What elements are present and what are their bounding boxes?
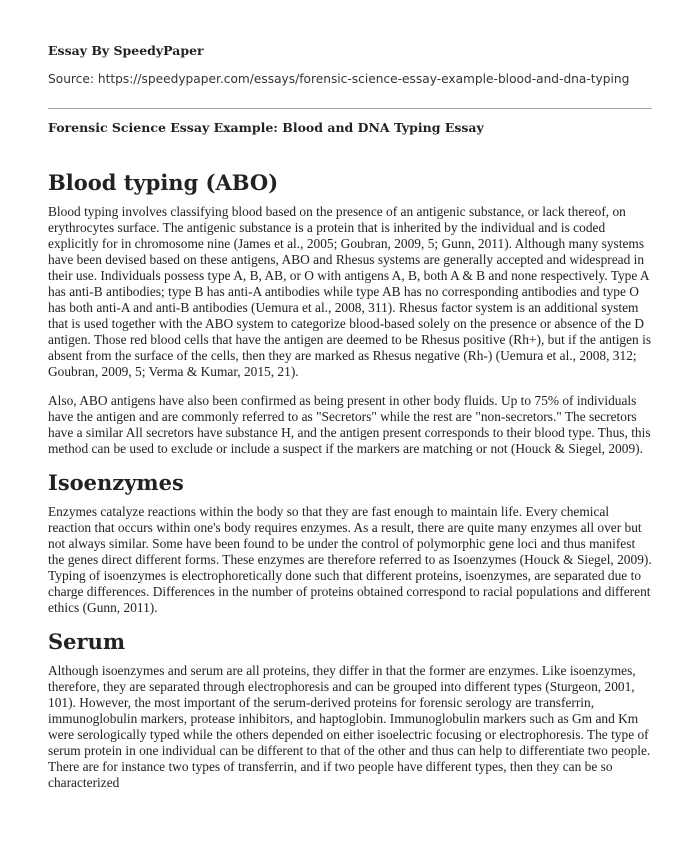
section-heading: Blood typing (ABO) — [48, 170, 279, 195]
section-serum — [48, 629, 652, 791]
paragraph: Blood typing involves classifying blood based on the presence of an antigenic substance, or lack thereof, on erythrocytes surface. The antigenic substance is a protein that is inherited by the individual and is coded explicitly for in chromosome nine (James et al., 2005; Goubran, 2009, 5; Gunn, 2011). Although many systems have been devised based on these antigens, ABO and Rhesus systems are generally accepted and widespread in their use. Individuals possess type A, B, AB, or O with antigens A, B, both A & B and none respectively. Type A has anti-B antibodies; type B has anti-A antibodies while type AB has no corresponding antibodies and type O has both anti-A and anti-B antibodies (Uemura et al., 2008, 311). Rhesus factor system is an additional system that is used together with the ABO system to categorize blood-based solely on the presence or absence of the D antigen. Those red blood cells that have the antigen are deemed to be Rhesus positive (Rh+), but if the antigen is absent from the surface of the cells, then they are marked as Rhesus negative (Rh-) (Uemura et al., 2008, 312; Goubran, 2009, 5; Verma & Kumar, 2015, 21). — [48, 204, 652, 379]
site-label: Essay By SpeedyPaper — [48, 43, 204, 58]
header-divider — [48, 108, 652, 109]
section-heading: Isoenzymes — [48, 470, 184, 495]
essay-body — [48, 170, 652, 804]
document-title: Forensic Science Essay Example: Blood and DNA Typing Essay — [48, 120, 484, 135]
section-heading: Serum — [48, 629, 126, 654]
paragraph: Enzymes catalyze reactions within the body so that they are fast enough to maintain life. Every chemical reaction that occurs within one's body requires enzymes. As a result, there are quite many enzymes all over but not always similar. Some have been found to be under the control of polymorphic gene loci and thus manifest the genes direct different forms. These enzymes are therefore referred to as Isoenzymes (Houck & Siegel, 2009). Typing of isoenzymes is electrophoretically done such that different proteins, isoenzymes, are separated due to charge differences. Differences in the number of proteins obtained correspond to racial populations and different ethics (Gunn, 2011). — [48, 504, 652, 615]
paragraph: Although isoenzymes and serum are all proteins, they differ in that the former are enzymes. Like isoenzymes, therefore, they are separated through electrophoresis and can be grouped into different types (Sturgeon, 2001, 101). However, the most important of the serum-derived proteins for forensic serology are transferrin, immunoglobulin markers, protease inhibitors, and haptoglobin. Immunoglobulin markers such as Gm and Km were serologically typed while the others depended on either isoelectric focusing or electrophoresis. The type of serum protein in one individual can be different to that of the other and thus can help to differentiate two people. There are for instance two types of transferrin, and if two people have different types, then they can be so characterized — [48, 663, 651, 790]
section-blood-typing — [48, 170, 652, 457]
source-line: Source: https://speedypaper.com/essays/forensic-science-essay-example-blood-and-dna-typing — [48, 72, 630, 86]
paragraph: Also, ABO antigens have also been confirmed as being present in other body fluids. Up to 75% of individuals have the antigen and are commonly referred to as "Secretors" while the rest are "non-secretors." The secretors have a similar All secretors have substance H, and the antigen present corresponds to their blood type. Thus, this method can be used to exclude or include a suspect if the markers are matching or not (Houck & Siegel, 2009). — [48, 393, 651, 456]
section-isoenzymes — [48, 470, 652, 616]
